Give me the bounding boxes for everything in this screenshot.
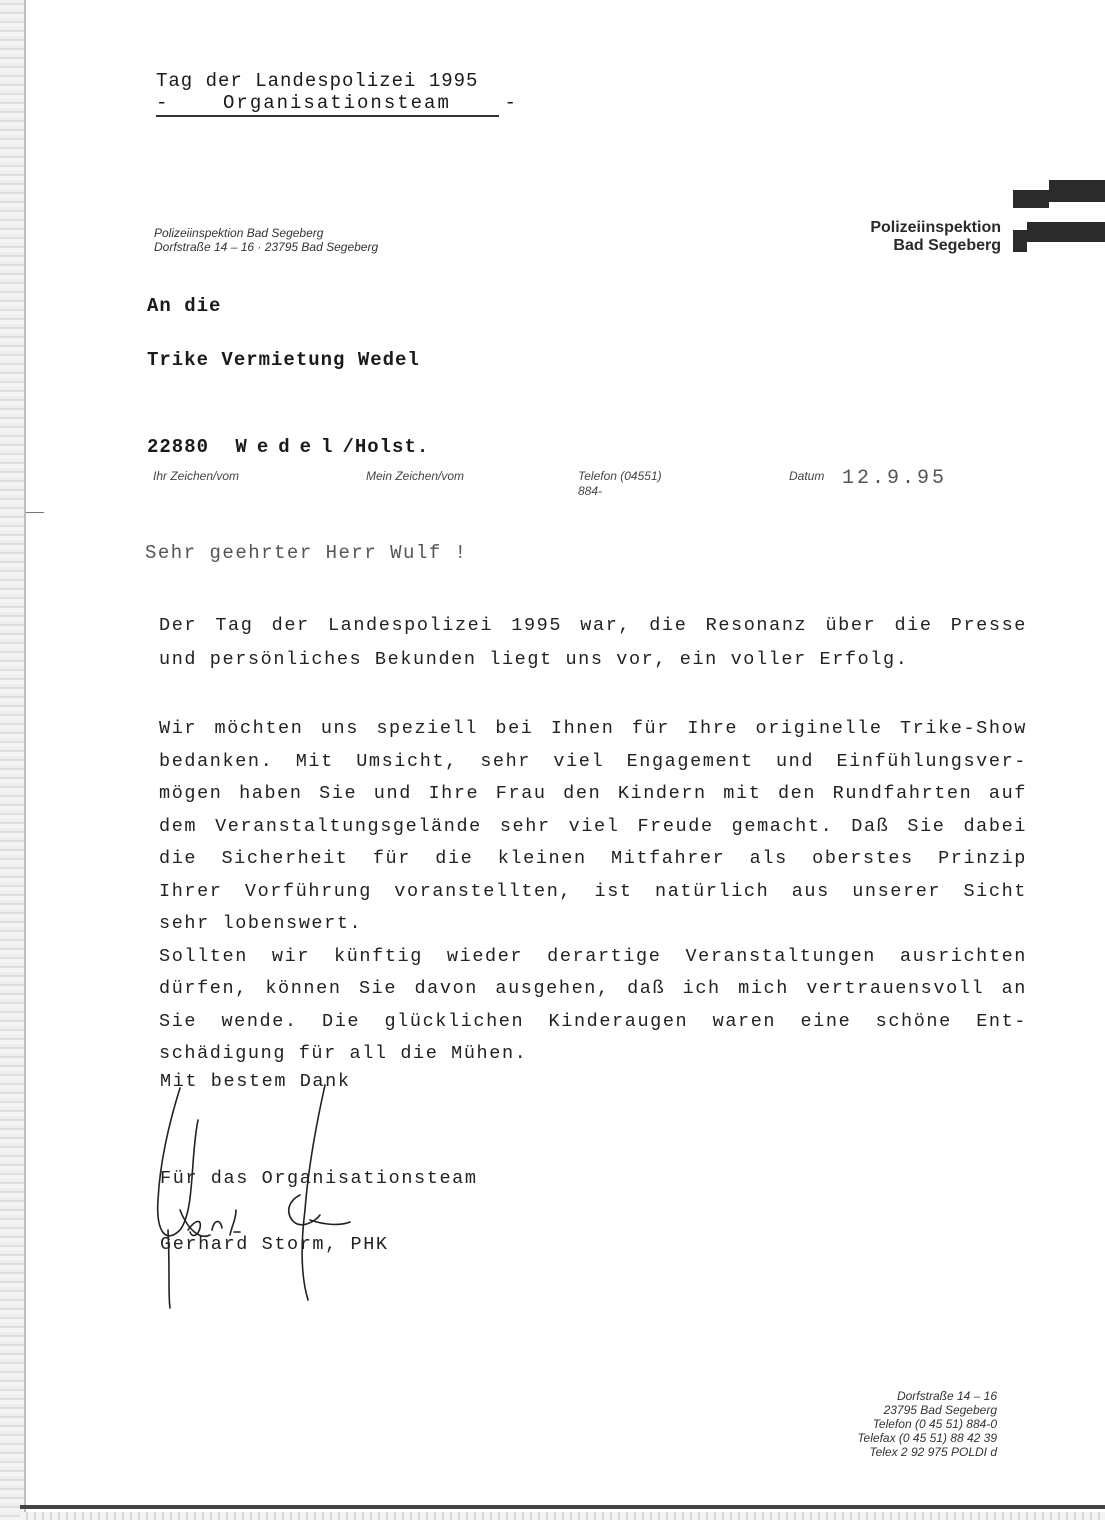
- logo-line2: Bad Segeberg: [893, 237, 1001, 254]
- body-line: Sie wende. Die glücklichen Kinderaugen waren eine schöne Ent-: [159, 1010, 1027, 1032]
- logo-bar-lower-right: [1027, 222, 1105, 242]
- footer-city: 23795 Bad Segeberg: [883, 1403, 997, 1417]
- footer-address: [857, 1389, 997, 1459]
- fold-mark: [26, 512, 44, 513]
- body-line: Wir möchten uns speziell bei Ihnen für Ihre originelle Trike-Show: [159, 718, 1027, 739]
- recipient-city-suffix: /Holst.: [342, 436, 430, 458]
- signatory-name: Gerhard Storm, PHK: [160, 1234, 389, 1255]
- body-line: dem Veranstaltungsgelände sehr viel Freude gemacht. Daß Sie dabei: [159, 815, 1027, 837]
- heading-subtitle: - Organisationsteam -: [156, 92, 518, 114]
- footer-street: Dorfstraße 14 – 16: [896, 1389, 997, 1403]
- body-line: mögen haben Sie und Ihre Frau den Kindern mit den Rundfahrten auf: [159, 783, 1027, 804]
- scan-edge-line: [24, 0, 26, 1520]
- telefon-label: Telefon (04551): [578, 469, 662, 483]
- recipient-postcode: 22880: [147, 436, 210, 458]
- scan-bottom-edge: [20, 1505, 1105, 1509]
- sender-street: Dorfstraße 14 – 16 · 23795 Bad Segeberg: [154, 240, 379, 254]
- heading-underline: [156, 115, 499, 117]
- recipient-prefix: An die: [147, 295, 222, 317]
- heading-title: Tag der Landespolizei 1995: [156, 70, 479, 92]
- body-line: Ihrer Vorführung voranstellten, ist natürlich aus unserer Sicht: [159, 880, 1027, 902]
- salutation: Sehr geehrter Herr Wulf !: [145, 542, 468, 564]
- body-line: die Sicherheit für die kleinen Mitfahrer als oberstes Prinzip: [159, 848, 1027, 869]
- body-line: Sollten wir künftig wieder derartige Veranstaltungen ausrichten: [159, 945, 1027, 967]
- handwritten-signature: [140, 1080, 380, 1320]
- scan-bottom-noise: [20, 1512, 1105, 1520]
- sender-name: Polizeiinspektion Bad Segeberg: [154, 226, 324, 240]
- datum-label: Datum: [789, 469, 825, 483]
- recipient-city: Wedel: [235, 436, 343, 458]
- datum-value: 12.9.95: [842, 467, 948, 490]
- body-line: und persönliches Bekunden liegt uns vor, ein voller Erfolg.: [159, 649, 909, 670]
- closing-thanks: Mit bestem Dank: [160, 1071, 351, 1092]
- body-line: bedanken. Mit Umsicht, sehr viel Engagement und Einfühlungsver-: [159, 750, 1027, 772]
- body-line: schädigung für all die Mühen.: [159, 1043, 528, 1064]
- body-line: sehr lobenswert.: [159, 913, 363, 934]
- logo-line1: Polizeiinspektion: [870, 219, 1001, 236]
- scan-left-edge: [0, 0, 26, 1520]
- sender-address: [154, 226, 378, 254]
- body-line: dürfen, können Sie davon ausgehen, daß ich mich vertrauensvoll an: [159, 978, 1027, 999]
- recipient-city-line: [147, 436, 429, 458]
- mein-zeichen-label: Mein Zeichen/vom: [366, 469, 465, 483]
- recipient-name: Trike Vermietung Wedel: [147, 349, 420, 371]
- closing-team: Für das Organisationsteam: [160, 1168, 478, 1189]
- ihr-zeichen-label: Ihr Zeichen/vom: [153, 469, 240, 483]
- footer-telex: Telex 2 92 975 POLDI d: [869, 1445, 997, 1459]
- footer-telefon: Telefon (0 45 51) 884-0: [872, 1417, 997, 1431]
- logo-bar-upper-left: [1013, 190, 1049, 208]
- footer-telefax: Telefax (0 45 51) 88 42 39: [857, 1431, 997, 1445]
- telefon-extension: 884-: [578, 484, 603, 498]
- body-line: Der Tag der Landespolizei 1995 war, die Resonanz über die Presse: [159, 615, 1027, 636]
- logo-bar-lower-left: [1013, 230, 1027, 252]
- logo-wordmark: [870, 219, 1001, 255]
- body-paragraph-1: [159, 615, 1027, 670]
- body-paragraph-2: [159, 713, 1027, 1071]
- logo-bar-upper-right: [1049, 180, 1105, 202]
